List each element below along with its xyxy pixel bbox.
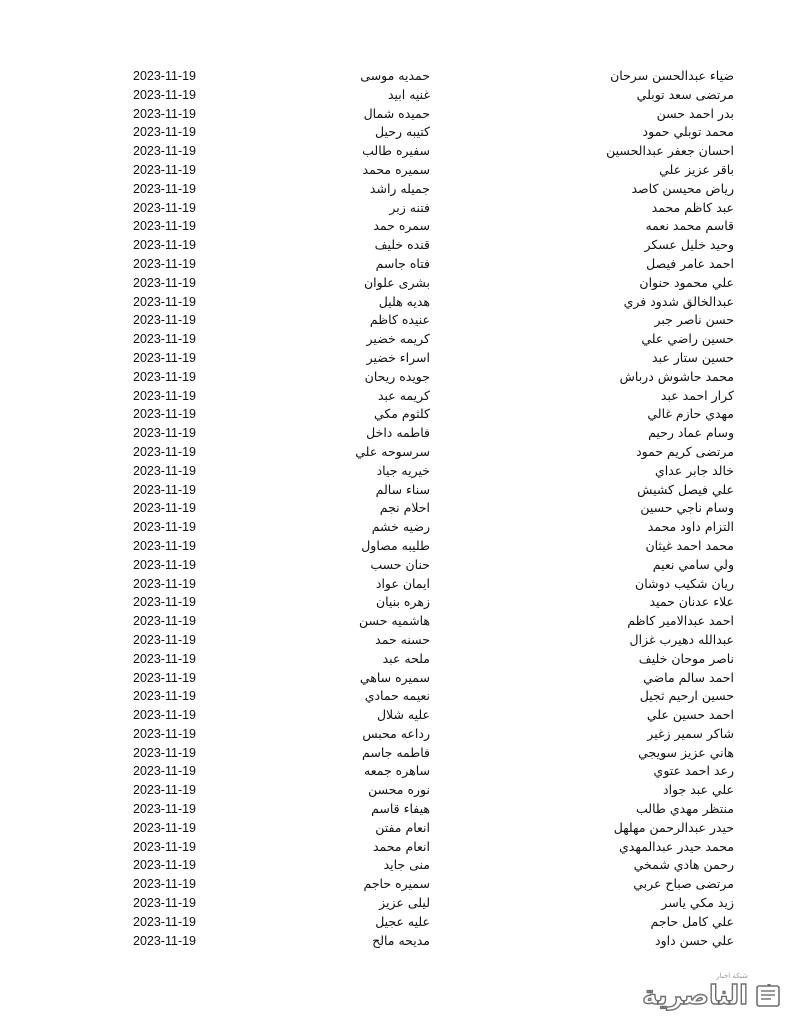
person-name: احمد حسين علي: [646, 707, 734, 723]
person-name: حسين ارحيم ثجيل: [639, 688, 734, 704]
list-row: [0, 932, 792, 951]
watermark-subtext: شبكة اخبار: [716, 972, 748, 980]
list-row: [0, 650, 792, 669]
person-name: كرار احمد عبد: [660, 387, 734, 403]
person-name: حسن ناصر جبر: [654, 312, 734, 328]
list-row: [0, 217, 792, 236]
person-name: مرتضى كريم حمود: [636, 443, 734, 459]
date-value: 2023-11-19: [133, 783, 197, 798]
mother-name: حسنه حمد: [375, 631, 430, 647]
date-value: 2023-11-19: [133, 670, 197, 685]
mother-name: فاطمه داخل: [366, 425, 430, 441]
person-name: احمد عامر فيصل: [646, 255, 734, 271]
person-name: علي فيصل كشيش: [637, 481, 734, 497]
date-value: 2023-11-19: [133, 125, 197, 140]
list-row: [0, 86, 792, 105]
date-value: 2023-11-19: [133, 858, 197, 873]
mother-name: احلام نجم: [379, 500, 430, 516]
person-name: حسين ستار عبد: [652, 349, 734, 365]
mother-name: بشرى علوان: [364, 274, 430, 290]
person-name: التزام داود محمد: [647, 519, 734, 535]
list-row: [0, 856, 792, 875]
mother-name: انعام مفتن: [375, 819, 430, 835]
list-row: [0, 368, 792, 387]
mother-name: ملحه عبد: [382, 650, 430, 666]
date-value: 2023-11-19: [133, 576, 197, 591]
person-name: مرتضى سعد توبلي: [636, 86, 734, 102]
mother-name: سناء سالم: [375, 481, 430, 497]
date-value: 2023-11-19: [133, 802, 197, 817]
mother-name: ايمان عواد: [375, 575, 430, 591]
mother-name: نعيمه حمادي: [364, 688, 430, 704]
list-row: [0, 838, 792, 857]
person-name: محمد حيدر عبدالمهدي: [618, 838, 734, 854]
date-value: 2023-11-19: [133, 444, 197, 459]
list-row: [0, 67, 792, 86]
person-name: رعد احمد عتوي: [653, 763, 734, 779]
date-value: 2023-11-19: [133, 764, 197, 779]
person-name: عبدالخالق شدود فري: [623, 293, 734, 309]
list-row: [0, 462, 792, 481]
list-row: [0, 537, 792, 556]
list-row: [0, 687, 792, 706]
mother-name: فتنه زبر: [389, 199, 430, 215]
date-value: 2023-11-19: [133, 595, 197, 610]
date-value: 2023-11-19: [133, 407, 197, 422]
person-name: ضياء عبدالحسن سرحان: [610, 68, 734, 83]
person-name: رحمن هادي شمخي: [633, 857, 734, 873]
list-row: [0, 255, 792, 274]
list-row: [0, 443, 792, 462]
date-value: 2023-11-19: [133, 520, 197, 535]
mother-name: رضيه خشم: [371, 519, 430, 535]
list-row: [0, 499, 792, 518]
date-value: 2023-11-19: [133, 69, 197, 83]
list-row: [0, 819, 792, 838]
person-name: زيد مكي ياسر: [661, 895, 734, 911]
mother-name: عليه عجيل: [375, 913, 430, 929]
date-value: 2023-11-19: [133, 726, 197, 741]
mother-name: حميده شمال: [363, 105, 430, 121]
date-value: 2023-11-19: [133, 933, 197, 948]
list-row: [0, 781, 792, 800]
list-row: [0, 612, 792, 631]
date-value: 2023-11-19: [133, 294, 197, 309]
newspaper-logo-icon: [754, 981, 784, 1011]
date-value: 2023-11-19: [133, 144, 197, 159]
date-value: 2023-11-19: [133, 482, 197, 497]
person-name: حيدر عبدالرحمن مهلهل: [613, 819, 734, 835]
mother-name: اسراء خضير: [366, 349, 430, 365]
person-name: شاكر سمير زغير: [647, 725, 734, 741]
mother-name: سميره حاجم: [363, 876, 430, 892]
mother-name: هديه هليل: [378, 293, 430, 309]
person-name: احمد سالم ماضي: [643, 669, 734, 685]
date-value: 2023-11-19: [133, 238, 197, 253]
person-name: مرتضى صباح عربي: [633, 876, 734, 892]
mother-name: نوره محسن: [368, 782, 430, 798]
person-name: علي كامل حاجم: [650, 913, 734, 929]
date-value: 2023-11-19: [133, 501, 197, 516]
mother-name: هيفاء قاسم: [371, 801, 430, 817]
mother-name: سميره ساهي: [359, 669, 430, 685]
person-name: احسان جعفر عبدالحسين: [606, 143, 734, 159]
mother-name: سميره محمد: [362, 161, 430, 177]
date-value: 2023-11-19: [133, 839, 197, 854]
person-name: محمد احمد غيثان: [645, 537, 734, 553]
date-value: 2023-11-19: [133, 689, 197, 704]
mother-name: مديحه مالح: [372, 932, 430, 948]
date-value: 2023-11-19: [133, 332, 197, 347]
date-value: 2023-11-19: [133, 820, 197, 835]
date-value: 2023-11-19: [133, 388, 197, 403]
list-row: [0, 481, 792, 500]
person-name: هاني عزيز سويجي: [638, 744, 734, 760]
mother-name: عنيده كاظم: [369, 312, 430, 328]
list-row: [0, 800, 792, 819]
list-row: [0, 349, 792, 368]
mother-name: كتيبه رحيل: [375, 124, 430, 140]
person-name: وسام ناجي حسين: [640, 500, 734, 516]
list-row: [0, 669, 792, 688]
date-value: 2023-11-19: [133, 651, 197, 666]
person-name: ناصر موحان خليف: [638, 650, 734, 666]
list-row: [0, 180, 792, 199]
date-value: 2023-11-19: [133, 275, 197, 290]
date-value: 2023-11-19: [133, 313, 197, 328]
list-row: [0, 725, 792, 744]
date-value: 2023-11-19: [133, 745, 197, 760]
date-value: 2023-11-19: [133, 256, 197, 271]
person-name: احمد عبدالامير كاظم: [627, 613, 734, 629]
mother-name: حنان حسب: [370, 556, 430, 572]
date-value: 2023-11-19: [133, 219, 197, 234]
date-value: 2023-11-19: [133, 87, 197, 102]
person-name: محمد توبلي حمود: [642, 124, 734, 140]
mother-name: عليه شلال: [376, 707, 430, 723]
list-row: [0, 311, 792, 330]
date-value: 2023-11-19: [133, 162, 197, 177]
person-name: عبد كاظم محمد: [651, 199, 734, 215]
date-value: 2023-11-19: [133, 426, 197, 441]
list-row: [0, 875, 792, 894]
person-name: بدر احمد حسن: [656, 105, 734, 121]
date-value: 2023-11-19: [133, 181, 197, 196]
person-name: قاسم محمد نعمه: [645, 218, 734, 234]
list-row: [0, 744, 792, 763]
mother-name: فتاه جاسم: [375, 255, 430, 271]
mother-name: رداعه محبس: [362, 725, 430, 741]
list-row: [0, 142, 792, 161]
mother-name: سرسوحه علي: [355, 443, 430, 459]
date-value: 2023-11-19: [133, 350, 197, 365]
person-name: وحيد خليل عسكر: [644, 237, 734, 253]
list-row: [0, 330, 792, 349]
list-row: [0, 405, 792, 424]
list-row: [0, 894, 792, 913]
person-name: علي عبد جواد: [663, 782, 734, 798]
person-name: خالد جابر عداي: [654, 462, 734, 478]
date-value: 2023-11-19: [133, 369, 197, 384]
list-row: [0, 105, 792, 124]
list-row: [0, 556, 792, 575]
names-list: [0, 67, 792, 950]
list-row: [0, 593, 792, 612]
person-name: علاء عدنان حميد: [649, 594, 734, 610]
date-value: 2023-11-19: [133, 614, 197, 629]
date-value: 2023-11-19: [133, 914, 197, 929]
person-name: ولي سامي نعيم: [652, 556, 734, 572]
mother-name: جميله راشد: [369, 180, 430, 196]
list-row: [0, 913, 792, 932]
mother-name: فاطمه جاسم: [362, 744, 430, 760]
list-row: [0, 575, 792, 594]
person-name: باقر عزيز علي: [659, 161, 734, 177]
mother-name: منى جايد: [383, 857, 430, 873]
mother-name: هاشميه حسن: [359, 613, 430, 629]
list-row: [0, 236, 792, 255]
mother-name: غنيه ابيد: [387, 86, 430, 102]
list-row: [0, 161, 792, 180]
mother-name: كريمه خضير: [366, 331, 430, 347]
list-row: [0, 199, 792, 218]
mother-name: ليلى عزيز: [379, 895, 430, 911]
person-name: مهدي حازم غالي: [647, 406, 734, 422]
date-value: 2023-11-19: [133, 632, 197, 647]
list-row: [0, 706, 792, 725]
list-row: [0, 387, 792, 406]
date-value: 2023-11-19: [133, 538, 197, 553]
mother-name: زهره بنيان: [375, 594, 430, 610]
date-value: 2023-11-19: [133, 106, 197, 121]
list-row: [0, 424, 792, 443]
person-name: وسام عماد رحيم: [648, 425, 734, 441]
mother-name: سفيره طالب: [362, 143, 430, 159]
date-value: 2023-11-19: [133, 557, 197, 572]
mother-name: جويده ريحان: [364, 368, 430, 384]
watermark-text: الناصرية: [642, 981, 748, 1011]
list-row: [0, 274, 792, 293]
list-row: [0, 123, 792, 142]
date-value: 2023-11-19: [133, 200, 197, 215]
list-row: [0, 762, 792, 781]
date-value: 2023-11-19: [133, 708, 197, 723]
person-name: منتظر مهدي طالب: [636, 801, 734, 817]
person-name: علي حسن داود: [655, 932, 734, 948]
list-row: [0, 518, 792, 537]
mother-name: كلثوم مكي: [373, 406, 430, 422]
watermark: [634, 972, 784, 1014]
person-name: رياض محيسن كاصد: [631, 180, 734, 196]
person-name: محمد حاشوش درباش: [619, 368, 734, 384]
mother-name: حمديه موسى: [360, 68, 430, 83]
mother-name: ساهره جمعه: [364, 763, 430, 779]
person-name: علي محمود حنوان: [639, 274, 734, 290]
date-value: 2023-11-19: [133, 896, 197, 911]
person-name: عبدالله دهيرب غزال: [629, 631, 734, 647]
mother-name: انعام محمد: [372, 838, 430, 854]
date-value: 2023-11-19: [133, 463, 197, 478]
person-name: حسين راضي علي: [641, 331, 734, 347]
mother-name: قنده خليف: [374, 237, 430, 253]
mother-name: خيريه جياد: [376, 462, 430, 478]
mother-name: طليبه مصاول: [361, 537, 430, 553]
mother-name: كريمه عبد: [377, 387, 430, 403]
mother-name: سمره حمد: [373, 218, 430, 234]
list-row: [0, 293, 792, 312]
list-row: [0, 631, 792, 650]
person-name: ريان شكيب دوشان: [635, 575, 734, 591]
date-value: 2023-11-19: [133, 877, 197, 892]
